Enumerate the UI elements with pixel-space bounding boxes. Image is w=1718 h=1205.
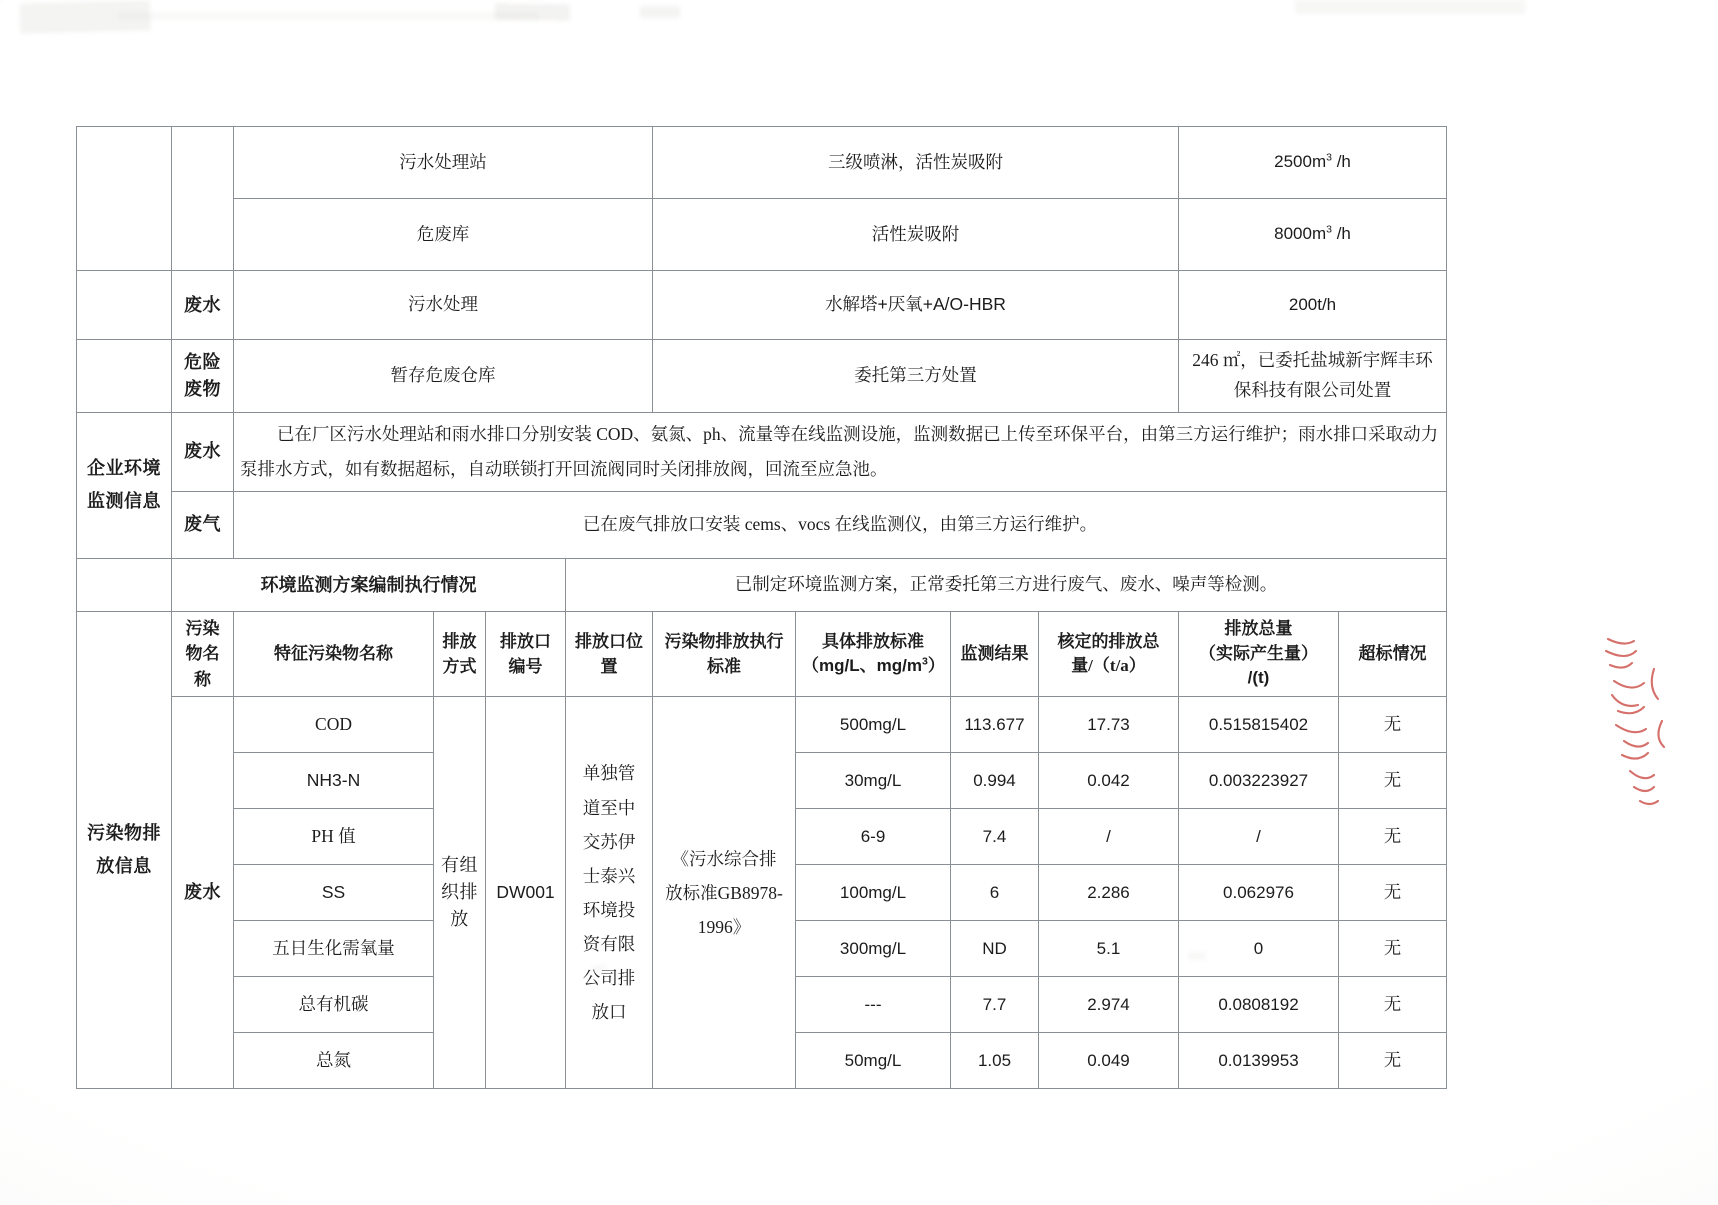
emission-monitor-result: 7.7	[951, 977, 1039, 1033]
monitoring-wastewater-text: 已在厂区污水处理站和雨水排口分别安装 COD、氨氮、ph、流量等在线监测设施，监测数据已上传至环保平台，由第三方运行维护；雨水排口采取动力泵排水方式，如有数据超标，自动联锁打开回流阀同时关闭排放阀，回流至应急池。	[234, 412, 1447, 491]
emission-standard-value: 500mg/L	[796, 697, 951, 753]
emission-exceed-status: 无	[1339, 865, 1447, 921]
emission-monitor-result: 113.677	[951, 697, 1039, 753]
column-header-exceed-status: 超标情况	[1339, 611, 1447, 697]
emission-exceed-status: 无	[1339, 753, 1447, 809]
column-header-monitor-result: 监测结果	[951, 611, 1039, 697]
treatment-capacity-cell: 246 ㎡，已委托盐城新宇辉丰环保科技有限公司处置	[1179, 340, 1447, 413]
table-row	[77, 697, 1447, 753]
emission-standard-value: 100mg/L	[796, 865, 951, 921]
column-header-exec-standard: 污染物排放执行标准	[653, 611, 796, 697]
treatment-process-cell: 委托第三方处置	[653, 340, 1179, 413]
pollutant-name: NH3-N	[234, 753, 434, 809]
treatment-subcategory-wastewater: 废水	[172, 271, 234, 340]
environmental-compliance-table	[76, 126, 1447, 1089]
emission-approved-total: 0.042	[1039, 753, 1179, 809]
emission-exceed-status: 无	[1339, 809, 1447, 865]
column-header-outlet-no: 排放口编号	[486, 611, 566, 697]
treatment-process-cell: 水解塔+厌氧+A/O-HBR	[653, 271, 1179, 340]
column-header-specific-standard	[796, 611, 951, 697]
treatment-capacity-cell: $8000m^3$ /h	[1179, 199, 1447, 271]
treatment-capacity-cell: $2500m^3$ /h	[1179, 127, 1447, 199]
emission-approved-total: /	[1039, 809, 1179, 865]
emission-actual-total: 0.0139953	[1179, 1033, 1339, 1089]
emission-exceed-status: 无	[1339, 1033, 1447, 1089]
column-header-discharge-mode: 排放方式	[434, 611, 486, 697]
table-row	[77, 491, 1447, 558]
treatment-facility-cell: 污水处理	[234, 271, 653, 340]
emission-actual-total: 0	[1179, 921, 1339, 977]
emission-discharge-mode: 有组织排放	[434, 697, 486, 1089]
table-row	[77, 199, 1447, 271]
document-table-container	[76, 126, 1446, 1089]
emission-approved-total: 2.286	[1039, 865, 1179, 921]
treatment-category-blank	[77, 340, 172, 413]
emission-outlet-no: DW001	[486, 697, 566, 1089]
treatment-facility-cell: 危废库	[234, 199, 653, 271]
column-header-outlet-position: 排放口位置	[566, 611, 653, 697]
emission-monitor-result: 6	[951, 865, 1039, 921]
emission-actual-total: 0.515815402	[1179, 697, 1339, 753]
column-header-pollutant-name: 特征污染物名称	[234, 611, 434, 697]
pollutant-name: 总有机碳	[234, 977, 434, 1033]
treatment-subcategory-blank	[172, 127, 234, 271]
pollutant-name: COD	[234, 697, 434, 753]
emission-standard-value: 300mg/L	[796, 921, 951, 977]
column-header-approved-total	[1039, 611, 1179, 697]
header-line-1: 具体排放标准	[822, 631, 924, 651]
emission-standard-value: 30mg/L	[796, 753, 951, 809]
emission-standard-value: 50mg/L	[796, 1033, 951, 1089]
emission-section-label: 污染物排放信息	[77, 611, 172, 1089]
pollutant-name: 五日生化需氧量	[234, 921, 434, 977]
monitoring-plan-text: 已制定环境监测方案，正常委托第三方进行废气、废水、噪声等检测。	[566, 558, 1447, 611]
emission-exceed-status: 无	[1339, 921, 1447, 977]
treatment-category-blank	[77, 127, 172, 271]
header-line-1: 排放总量	[1224, 619, 1293, 639]
emission-standard-value: ---	[796, 977, 951, 1033]
emission-approved-total: 5.1	[1039, 921, 1179, 977]
table-row	[77, 271, 1447, 340]
treatment-process-cell: 三级喷淋，活性炭吸附	[653, 127, 1179, 199]
treatment-facility-cell: 暂存危废仓库	[234, 340, 653, 413]
treatment-capacity-cell: 200t/h	[1179, 271, 1447, 340]
monitoring-plan-spacer	[77, 558, 172, 611]
emission-monitor-result: ND	[951, 921, 1039, 977]
monitoring-section-label: 企业环境监测信息	[77, 412, 172, 558]
emission-actual-total: 0.062976	[1179, 865, 1339, 921]
table-header-row	[77, 611, 1447, 697]
treatment-category-blank	[77, 271, 172, 340]
scan-smudge	[20, 0, 151, 33]
treatment-subcategory-hazardous-waste: 危险废物	[172, 340, 234, 413]
monitoring-plan-label: 环境监测方案编制执行情况	[172, 558, 566, 611]
pollutant-name: SS	[234, 865, 434, 921]
emission-monitor-result: 7.4	[951, 809, 1039, 865]
table-row	[77, 127, 1447, 199]
table-row	[77, 558, 1447, 611]
header-line-2: （mg/L、$mg/m^3$）	[802, 655, 945, 676]
superscript: 3	[1326, 151, 1332, 164]
emission-approved-total: 0.049	[1039, 1033, 1179, 1089]
monitoring-wastewater-label: 废水	[172, 412, 234, 491]
emission-exec-standard: 《污水综合排放标准GB8978-1996》	[653, 697, 796, 1089]
column-header-actual-total	[1179, 611, 1339, 697]
header-line-3: /(t)	[1247, 668, 1270, 688]
pollutant-name: 总氮	[234, 1033, 434, 1089]
emission-outlet-position: 单独管道至中交苏伊士泰兴环境投资有限公司排放口	[566, 697, 653, 1089]
emission-approved-total: 2.974	[1039, 977, 1179, 1033]
emission-actual-total: 0.003223927	[1179, 753, 1339, 809]
header-line-2: 量/（t/a）	[1071, 656, 1146, 676]
column-header-pollutant-category: 污染物名称	[172, 611, 234, 697]
header-line-2: （实际产生量）	[1199, 643, 1318, 663]
superscript: 3	[921, 655, 928, 668]
emission-exceed-status: 无	[1339, 977, 1447, 1033]
emission-approved-total: 17.73	[1039, 697, 1179, 753]
table-row	[77, 340, 1447, 413]
header-line-1: 核定的排放总	[1057, 631, 1160, 651]
emission-exceed-status: 无	[1339, 697, 1447, 753]
treatment-facility-cell: 污水处理站	[234, 127, 653, 199]
scan-smudge	[640, 6, 680, 18]
emission-monitor-result: 1.05	[951, 1033, 1039, 1089]
table-row	[77, 412, 1447, 491]
scan-smudge	[495, 3, 570, 20]
red-seal-stamp-icon	[1600, 625, 1710, 815]
emission-category-wastewater: 废水	[172, 697, 234, 1089]
superscript: 3	[1326, 223, 1332, 236]
monitoring-waste-gas-text: 已在废气排放口安装 cems、vocs 在线监测仪，由第三方运行维护。	[234, 491, 1447, 558]
scan-smudge	[118, 12, 538, 20]
pollutant-name: PH 值	[234, 809, 434, 865]
monitoring-waste-gas-label: 废气	[172, 491, 234, 558]
emission-standard-value: 6-9	[796, 809, 951, 865]
emission-monitor-result: 0.994	[951, 753, 1039, 809]
emission-actual-total: /	[1179, 809, 1339, 865]
emission-actual-total: 0.0808192	[1179, 977, 1339, 1033]
scan-smudge	[1295, 0, 1525, 14]
treatment-process-cell: 活性炭吸附	[653, 199, 1179, 271]
